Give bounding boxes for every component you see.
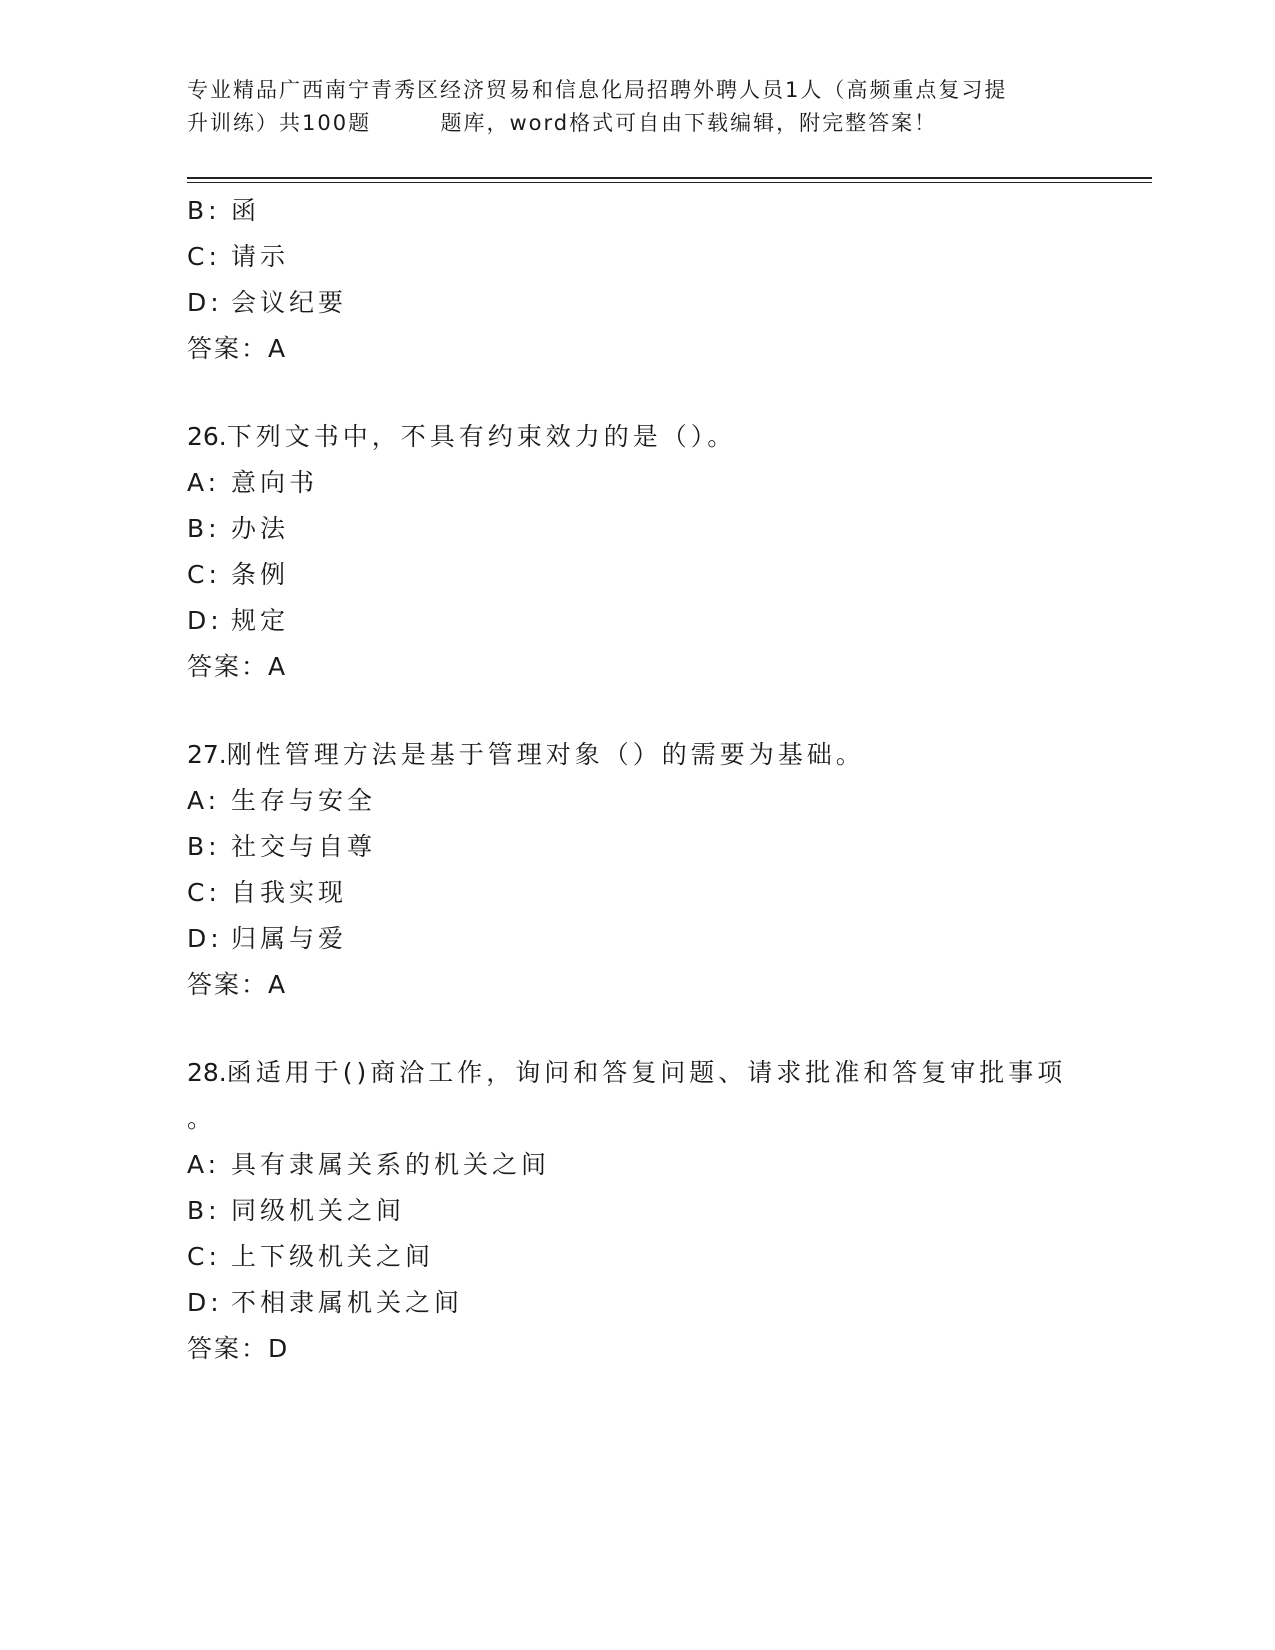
page-header <box>187 74 1087 140</box>
option-a: A: 生存与安全 <box>187 786 377 815</box>
question-28-continuation: 。 <box>187 1104 217 1133</box>
option-c: C: 自我实现 <box>187 878 348 907</box>
option-c: C: 上下级机关之间 <box>187 1242 435 1271</box>
header-line-2: 升训练）共100题 题库，word格式可自由下载编辑，附完整答案！ <box>187 111 938 135</box>
option-b: B: 同级机关之间 <box>187 1196 406 1225</box>
option-a: A: 具有隶属关系的机关之间 <box>187 1150 551 1179</box>
header-line-1: 专业精品广西南宁青秀区经济贸易和信息化局招聘外聘人员1人（高频重点复习提 <box>187 78 1008 102</box>
option-d: D: 不相隶属机关之间 <box>187 1288 464 1317</box>
option-d: D: 归属与爱 <box>187 924 348 953</box>
option-b: B: 办法 <box>187 514 290 543</box>
option-c: C: 条例 <box>187 560 290 589</box>
option-b: B: 社交与自尊 <box>187 832 377 861</box>
question-27: 27.刚性管理方法是基于管理对象（）的需要为基础。 <box>187 740 865 769</box>
question-28: 28.函适用于()商洽工作，询问和答复问题、请求批准和答复审批事项 <box>187 1058 1067 1087</box>
answer: 答案：A <box>187 970 288 999</box>
question-26: 26.下列文书中，不具有约束效力的是（）。 <box>187 422 737 451</box>
answer: 答案：A <box>187 652 288 681</box>
header-rule-thin <box>187 182 1152 183</box>
answer: 答案：D <box>187 1334 290 1363</box>
option-b: B: 函 <box>187 196 261 225</box>
option-d: D: 规定 <box>187 606 290 635</box>
option-d: D: 会议纪要 <box>187 288 348 317</box>
document-body <box>187 188 1147 1372</box>
option-c: C: 请示 <box>187 242 290 271</box>
option-a: A: 意向书 <box>187 468 319 497</box>
answer: 答案：A <box>187 334 288 363</box>
header-rule-thick <box>187 177 1152 179</box>
